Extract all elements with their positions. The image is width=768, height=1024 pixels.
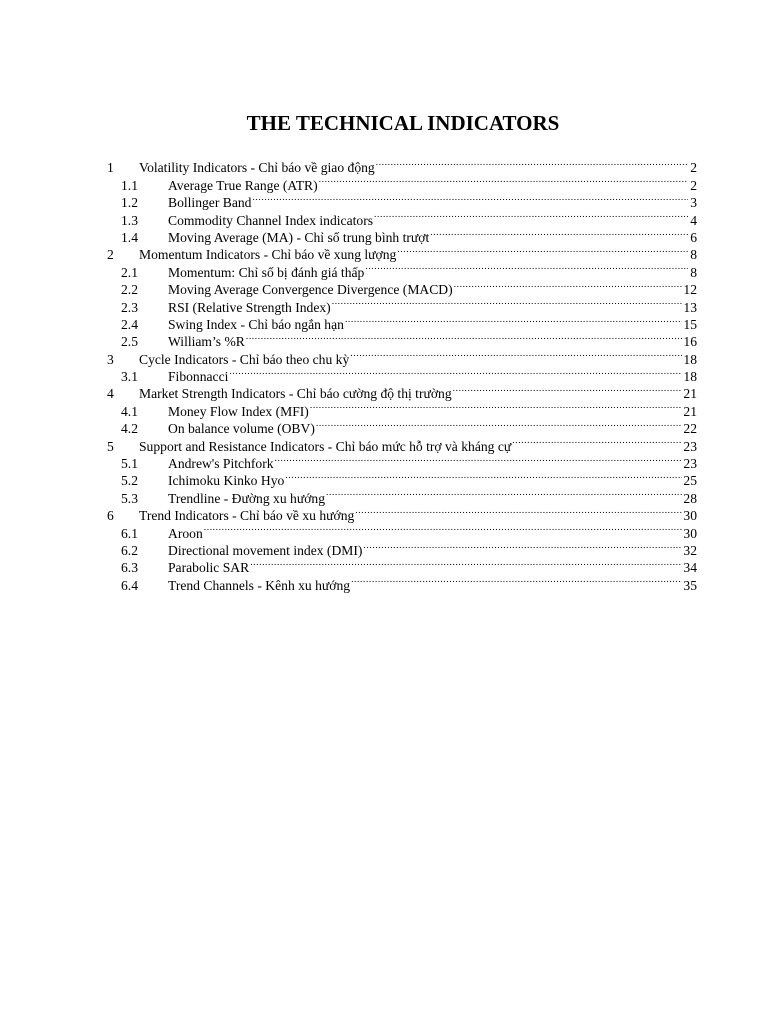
toc-page-number: 32 [683, 542, 697, 558]
toc-page-number: 23 [683, 438, 697, 454]
toc-entry-title: Momentum: Chỉ số bị đánh giá thấp [168, 264, 365, 280]
toc-page-number: 16 [683, 334, 697, 350]
toc-page-number: 30 [683, 508, 697, 524]
toc-subsection-entry[interactable] [105, 277, 697, 298]
toc-page-number: 22 [683, 421, 697, 437]
toc-entry-title: Market Strength Indicators - Chỉ báo cường độ thị trường [139, 386, 452, 402]
toc-dot-leader [454, 277, 683, 294]
toc-entry-title: Parabolic SAR [168, 560, 250, 576]
toc-subsection-entry[interactable] [105, 555, 697, 576]
toc-page-number: 21 [683, 386, 697, 402]
toc-dot-leader [345, 312, 682, 329]
toc-entry-number: 3 [107, 351, 114, 367]
toc-dot-leader [512, 433, 682, 450]
toc-dot-leader [355, 503, 682, 520]
toc-page-number: 35 [683, 577, 697, 593]
toc-dot-leader [374, 207, 688, 224]
toc-dot-leader [275, 451, 683, 468]
toc-dot-leader [246, 329, 683, 346]
toc-entry-number: 6.1 [121, 525, 138, 541]
toc-entry-title: Support and Resistance Indicators - Chỉ báo mức hỗ trợ và kháng cự [139, 438, 512, 454]
toc-page-number: 23 [683, 456, 697, 472]
toc-entry-number: 5 [107, 438, 114, 454]
toc-entry-title: Bollinger Band [168, 195, 252, 211]
toc-entry-title: On balance volume (OBV) [168, 421, 315, 437]
toc-dot-leader [326, 485, 682, 502]
toc-page-number: 8 [690, 264, 697, 280]
toc-page-number: 34 [683, 560, 697, 576]
toc-page-number: 2 [690, 160, 697, 176]
toc-page-number: 6 [690, 229, 697, 245]
toc-page-number: 30 [683, 525, 697, 541]
toc-entry-number: 2.5 [121, 334, 138, 350]
toc-subsection-entry[interactable] [105, 312, 697, 332]
toc-subsection-entry[interactable] [105, 520, 697, 541]
toc-dot-leader [285, 468, 682, 485]
toc-section-entry[interactable] [105, 346, 697, 367]
toc-entry-number: 5.2 [121, 473, 138, 489]
toc-page-number: 18 [683, 369, 697, 385]
toc-subsection-entry[interactable] [105, 190, 697, 211]
toc-dot-leader [430, 225, 688, 242]
toc-entry-title: Fibonnacci [168, 369, 229, 385]
toc-entry-title: Directional movement index (DMI) [168, 542, 363, 558]
toc-dot-leader [351, 572, 682, 589]
toc-page-number: 28 [683, 490, 697, 506]
toc-page-number: 15 [683, 316, 697, 332]
toc-entry-title: Average True Range (ATR) [168, 177, 318, 193]
toc-subsection-entry[interactable] [105, 207, 697, 228]
toc-entry-title: Momentum Indicators - Chỉ báo về xung lượng [139, 247, 397, 263]
toc-subsection-entry[interactable] [105, 468, 697, 489]
toc-subsection-entry[interactable] [105, 538, 697, 558]
toc-entry-title: Cycle Indicators - Chỉ báo theo chu kỳ [139, 351, 350, 367]
toc-entry-title: Swing Index - Chỉ báo ngắn hạn [168, 316, 344, 332]
toc-entry-title: RSI (Relative Strength Index) [168, 299, 331, 315]
toc-section-entry[interactable] [105, 155, 697, 176]
toc-entry-title: Andrew's Pitchfork [168, 456, 274, 472]
toc-entry-title: Trend Indicators - Chỉ báo về xu hướng [139, 508, 355, 524]
toc-entry-number: 2.4 [121, 316, 138, 332]
toc-page-number: 18 [683, 351, 697, 367]
toc-subsection-entry[interactable] [105, 329, 697, 350]
toc-section-entry[interactable] [105, 433, 697, 454]
toc-entry-title: Moving Average (MA) - Chỉ số trung bình trượt [168, 229, 430, 245]
toc-page-number: 21 [683, 403, 697, 419]
toc-dot-leader [310, 398, 683, 415]
toc-dot-leader [365, 259, 688, 276]
toc-dot-leader [376, 155, 688, 172]
toc-entry-title: Money Flow Index (MFI) [168, 403, 309, 419]
toc-entry-number: 1 [107, 160, 114, 176]
toc-entry-title: Trendline - Đường xu hướng [168, 490, 325, 506]
toc-entry-number: 6 [107, 508, 114, 524]
toc-dot-leader [453, 381, 683, 398]
toc-subsection-entry[interactable] [105, 172, 697, 193]
toc-entry-number: 1.4 [121, 229, 138, 245]
toc-entry-title: Volatility Indicators - Chỉ báo về giao động [139, 160, 375, 176]
toc-page-number: 13 [683, 299, 697, 315]
toc-entry-number: 3.1 [121, 369, 138, 385]
toc-dot-leader [397, 242, 688, 259]
toc-entry-number: 4.2 [121, 421, 138, 437]
toc-entry-number: 2.3 [121, 299, 138, 315]
toc-subsection-entry[interactable] [105, 259, 697, 280]
toc-entry-number: 4.1 [121, 403, 138, 419]
toc-entry-number: 1.2 [121, 195, 138, 211]
toc-entry-number: 6.4 [121, 577, 138, 593]
toc-page-number: 3 [690, 195, 697, 211]
toc-subsection-entry[interactable] [105, 398, 697, 419]
toc-subsection-entry[interactable] [105, 416, 697, 437]
toc-subsection-entry[interactable] [105, 485, 697, 506]
toc-entry-number: 1.1 [121, 177, 138, 193]
toc-entry-title: Aroon [168, 525, 203, 541]
toc-entry-number: 2.1 [121, 264, 138, 280]
toc-entry-number: 5.1 [121, 456, 138, 472]
toc-page-number: 12 [683, 282, 697, 298]
toc-dot-leader [229, 364, 682, 381]
toc-page-number: 8 [690, 247, 697, 263]
toc-entry-number: 1.3 [121, 212, 138, 228]
toc-dot-leader [363, 538, 682, 555]
toc-subsection-entry[interactable] [105, 451, 697, 472]
toc-section-entry[interactable] [105, 242, 697, 263]
toc-dot-leader [204, 520, 683, 537]
page-title: THE TECHNICAL INDICATORS [246, 111, 560, 135]
toc-subsection-entry[interactable] [105, 364, 697, 385]
toc-entry-number: 2 [107, 247, 114, 263]
toc-entry-number: 6.2 [121, 542, 138, 558]
toc-section-entry[interactable] [105, 503, 697, 524]
toc-entry-title: Ichimoku Kinko Hyo [168, 473, 285, 489]
toc-dot-leader [252, 190, 688, 207]
toc-dot-leader [332, 294, 683, 311]
toc-dot-leader [316, 416, 683, 433]
toc-entry-title: Trend Channels - Kênh xu hướng [168, 577, 351, 593]
toc-page-number: 25 [683, 473, 697, 489]
toc-page-number: 4 [690, 212, 697, 228]
toc-page-number: 2 [690, 177, 697, 193]
toc-section-entry[interactable] [105, 381, 697, 402]
toc-entry-number: 6.3 [121, 560, 138, 576]
toc-entry-title: William’s %R [168, 334, 245, 350]
toc-dot-leader [319, 172, 688, 189]
toc-subsection-entry[interactable] [105, 294, 697, 315]
toc-entry-number: 5.3 [121, 490, 138, 506]
toc-entry-number: 4 [107, 386, 114, 402]
toc-subsection-entry[interactable] [105, 572, 697, 593]
toc-entry-title: Commodity Channel Index indicators [168, 212, 374, 228]
toc-entry-title: Moving Average Convergence Divergence (MACD) [168, 282, 453, 298]
toc-dot-leader [250, 555, 682, 572]
toc-dot-leader [350, 346, 682, 363]
toc-subsection-entry[interactable] [105, 225, 697, 245]
toc-entry-number: 2.2 [121, 282, 138, 298]
table-of-contents [105, 155, 697, 593]
